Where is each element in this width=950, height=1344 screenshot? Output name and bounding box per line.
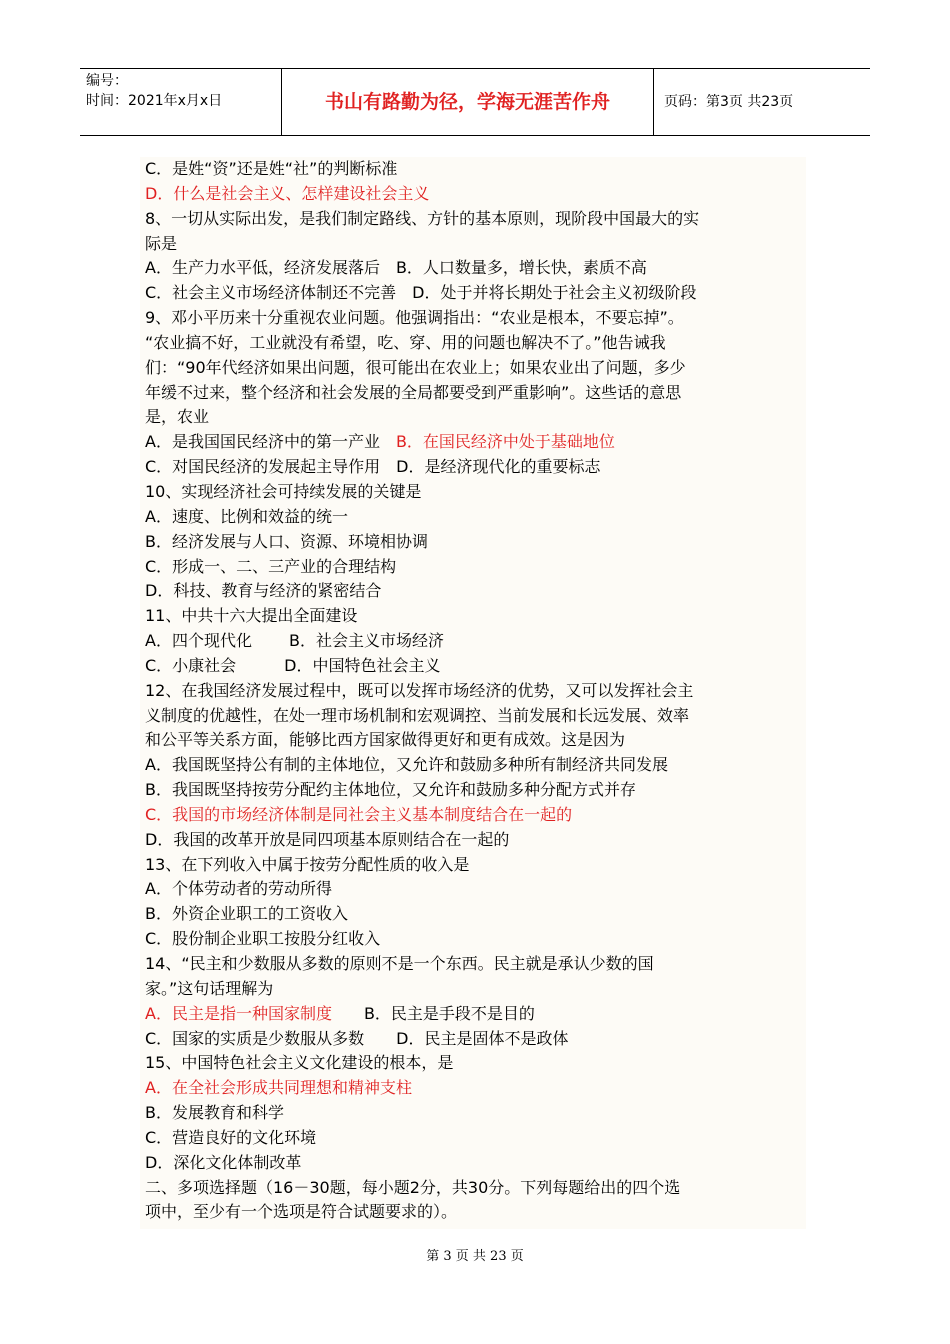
text-segment: 8、一切从实际出发，是我们制定路线、方针的基本原则，现阶段中国最大的实	[145, 208, 700, 228]
text-line	[145, 604, 806, 629]
text-segment: A．四个现代化 B．社会主义市场经济	[145, 631, 445, 651]
text-line	[145, 1051, 806, 1076]
text-line	[145, 405, 806, 430]
text-line	[145, 778, 806, 803]
text-segment: A．个体劳动者的劳动所得	[145, 879, 332, 899]
text-segment: 10、实现经济社会可持续发展的关键是	[145, 481, 422, 501]
text-segment: C．社会主义市场经济体制还不完善 D．处于并将长期处于社会主义初级阶段	[145, 283, 697, 303]
text-line	[145, 579, 806, 604]
text-segment: “农业搞不好，工业就没有希望，吃、穿、用的问题也解决不了。”他告诫我	[145, 332, 666, 352]
header-number-label: 编号：	[86, 73, 128, 89]
text-line	[145, 381, 806, 406]
text-line	[145, 480, 806, 505]
page-header	[80, 68, 870, 136]
header-motto: 书山有路勤为径，学海无涯苦作舟	[282, 69, 654, 135]
text-line	[145, 232, 806, 257]
text-segment: D．深化文化体制改革	[145, 1152, 302, 1172]
text-segment: 13、在下列收入中属于按劳分配性质的收入是	[145, 854, 470, 874]
text-line	[145, 306, 806, 331]
answer-text: D．什么是社会主义、怎样建设社会主义	[145, 183, 430, 203]
header-time-label: 时间：2021年x月x日	[86, 93, 223, 109]
text-line	[145, 1126, 806, 1151]
text-segment: 是，农业	[145, 407, 210, 427]
text-segment: 14、“民主和少数服从多数的原则不是一个东西。民主就是承认少数的国	[145, 954, 654, 973]
text-line	[145, 455, 806, 480]
answer-text: B．在国民经济中处于基础地位	[395, 432, 615, 452]
text-segment: B．经济发展与人口、资源、环境相协调	[145, 531, 428, 551]
answer-text: C．我国的市场经济体制是同社会主义基本制度结合在一起的	[145, 804, 573, 824]
text-segment: 家。”这句话理解为	[145, 978, 274, 998]
text-segment: A．我国既坚持公有制的主体地位，又允许和鼓励多种所有制经济共同发展	[145, 755, 668, 775]
text-line	[145, 629, 806, 654]
text-segment: B．我国既坚持按劳分配约主体地位，又允许和鼓励多种分配方式并存	[145, 780, 636, 800]
header-page-label: 页码：第3页 共23页	[664, 94, 794, 110]
text-line	[145, 1002, 806, 1027]
text-segment: 际是	[145, 233, 178, 253]
header-info-cell	[80, 69, 282, 135]
text-line	[145, 753, 806, 778]
text-segment: B．外资企业职工的工资收入	[145, 904, 348, 924]
text-segment: D．科技、教育与经济的紧密结合	[145, 581, 382, 601]
text-segment: C．形成一、二、三产业的合理结构	[145, 556, 397, 576]
text-segment: A．是我国国民经济中的第一产业	[145, 432, 396, 452]
text-line	[145, 877, 806, 902]
text-segment: 项中，至少有一个选项是符合试题要求的）。	[145, 1202, 458, 1222]
page-footer: 第 3 页 共 23 页	[426, 1249, 524, 1264]
text-segment: 年缓不过来，整个经济和社会发展的全局都要受到严重影响”。这些话的意思	[145, 382, 682, 402]
text-line	[145, 927, 806, 952]
text-segment: 义制度的优越性，在处一理市场机制和宏观调控、当前发展和长远发展、效率	[145, 705, 690, 725]
text-segment: C．营造良好的文化环境	[145, 1127, 317, 1147]
text-segment: A．生产力水平低，经济发展落后 B．人口数量多，增长快，素质不高	[145, 258, 647, 278]
text-segment: C．是姓“资”还是姓“社”的判断标准	[145, 159, 398, 178]
text-segment: 11、中共十六大提出全面建设	[145, 606, 358, 626]
document-body	[140, 157, 806, 1229]
text-line	[145, 1200, 806, 1225]
text-line	[145, 704, 806, 729]
text-line	[145, 977, 806, 1002]
text-line	[145, 828, 806, 853]
text-segment: 9、邓小平历来十分重视农业问题。他强调指出：“农业是根本，不要忘掉”。	[145, 308, 684, 328]
text-line	[145, 679, 806, 704]
text-line	[145, 182, 806, 207]
text-line	[145, 281, 806, 306]
text-segment: B．发展教育和科学	[145, 1103, 284, 1123]
text-segment: C．国家的实质是少数服从多数 D．民主是固体不是政体	[145, 1028, 569, 1048]
text-segment: C．对国民经济的发展起主导作用 D．是经济现代化的重要标志	[145, 457, 601, 477]
text-line	[145, 256, 806, 281]
text-segment: 们：“90年代经济如果出问题，很可能出在农业上；如果农业出了问题，多少	[145, 357, 686, 377]
text-line	[145, 952, 806, 977]
text-segment: 和公平等关系方面，能够比西方国家做得更好和更有成效。这是因为	[145, 730, 626, 750]
text-line	[145, 331, 806, 356]
text-line	[145, 1027, 806, 1052]
text-line	[145, 1176, 806, 1201]
text-line	[145, 853, 806, 878]
answer-text: A．在全社会形成共同理想和精神支柱	[145, 1078, 412, 1098]
text-line	[145, 728, 806, 753]
text-line	[145, 1076, 806, 1101]
text-line	[145, 803, 806, 828]
text-line	[145, 654, 806, 679]
text-segment: A．速度、比例和效益的统一	[145, 506, 348, 526]
text-segment: C．股份制企业职工按股分红收入	[145, 929, 381, 949]
text-segment: D．我国的改革开放是同四项基本原则结合在一起的	[145, 829, 510, 849]
text-line	[145, 356, 806, 381]
text-line	[145, 1151, 806, 1176]
answer-text: A．民主是指一种国家制度	[145, 1003, 332, 1023]
text-line	[145, 555, 806, 580]
text-line	[145, 157, 806, 182]
text-segment: C．小康社会 D．中国特色社会主义	[145, 655, 441, 675]
text-segment: 15、中国特色社会主义文化建设的根本，是	[145, 1053, 454, 1073]
text-line	[145, 207, 806, 232]
text-line	[145, 430, 806, 455]
text-line	[145, 902, 806, 927]
text-segment: B．民主是手段不是目的	[331, 1003, 535, 1023]
text-line	[145, 530, 806, 555]
text-segment: 二、多项选择题（16－30题，每小题2分，共30分。下列每题给出的四个选	[145, 1177, 681, 1197]
text-segment: 12、在我国经济发展过程中，既可以发挥市场经济的优势，又可以发挥社会主	[145, 680, 694, 700]
text-line	[145, 1101, 806, 1126]
text-line	[145, 505, 806, 530]
